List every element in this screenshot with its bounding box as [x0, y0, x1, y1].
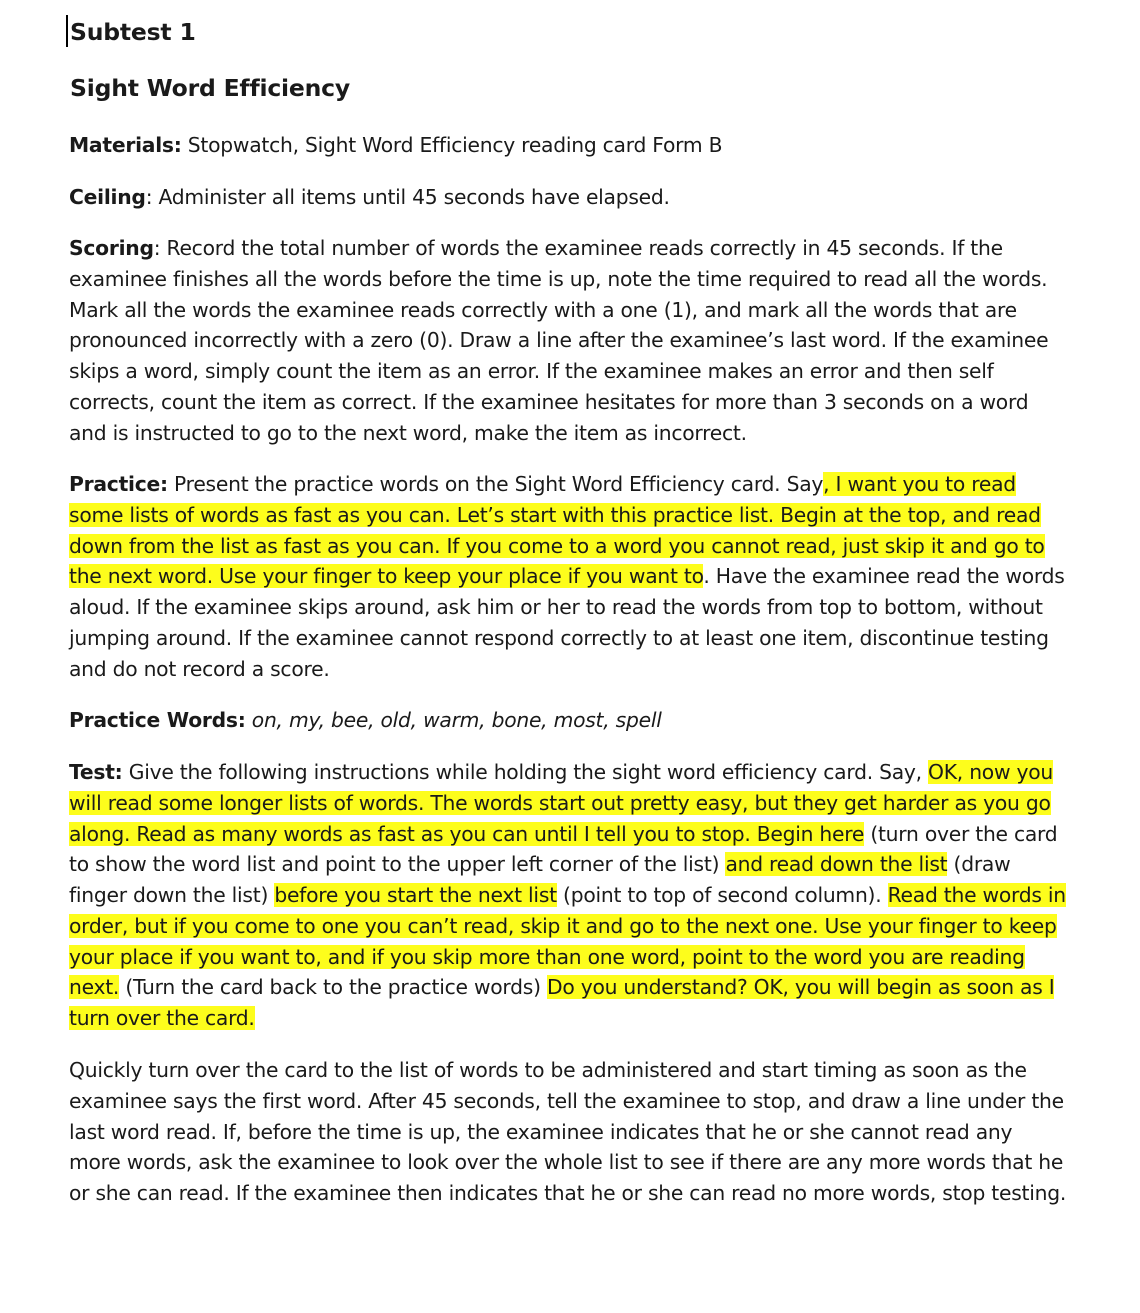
materials-label: Materials: — [69, 133, 182, 157]
scoring-paragraph — [69, 233, 1069, 448]
test-action-1: (turn over the card to show the word list and point to the upper left corner of the list) — [69, 821, 1058, 877]
test-label: Test: — [69, 760, 123, 784]
practice-words-list: on, my, bee, old, warm, bone, most, spell — [251, 708, 662, 732]
page-title: Sight Word Efficiency — [70, 74, 351, 102]
practice-script-highlight: , I want you to read some lists of words as fast as you can. Let’s start with this practice list. Begin at the top, and read down from the list as fast as you can. If you come to a word you cannot read, just skip it and go to the next word. Use your finger to keep your place if you want to — [69, 472, 1045, 589]
ceiling-text: : Administer all items until 45 seconds have elapsed. — [145, 185, 670, 209]
ceiling-paragraph — [69, 182, 1069, 213]
test-script-highlight-2: and read down the list — [725, 852, 948, 877]
test-script-highlight-4: Read the words in order, but if you come to one you can’t read, skip it and go to the next one. Use your finger to keep your place if you want to, and if you skip more than one word, point to the word you are reading next. — [69, 883, 1066, 1000]
materials-paragraph — [69, 130, 1069, 161]
practice-after: . Have the examinee read the words aloud. If the examinee skips around, ask him or her to read the words from top to bottom, without jumping around. If the examinee cannot respond correctly to at least one item, discontinue testing and do not record a score. — [69, 564, 1065, 681]
text-cursor — [66, 15, 68, 47]
test-action-3: (point to top of second column). — [556, 883, 888, 907]
scoring-text: : Record the total number of words the examinee reads correctly in 45 seconds. If the examinee finishes all the words before the time is up, note the time required to read all the words. Mark all the words the examinee reads correctly with a one (1), and mark all the words that are pronounced incorrectly with a zero (0). Draw a line after the examinee’s last word. If the examinee skips a word, simply count the item as an error. If the examinee makes an error and then self corrects, count the item as correct. If the examinee hesitates for more than 3 seconds on a word and is instructed to go to the next word, make the item as incorrect. — [69, 236, 1049, 445]
practice-words-paragraph — [69, 705, 1069, 736]
practice-paragraph — [69, 469, 1069, 684]
test-paragraph — [69, 757, 1069, 1034]
test-script-highlight-3: before you start the next list — [274, 883, 557, 907]
test-script-highlight-1: OK, now you will read some longer lists of words. The words start out pretty easy, but they get harder as you go along. Read as many words as fast as you can until I tell you to stop. Begin here — [69, 760, 1054, 846]
materials-text: Stopwatch, Sight Word Efficiency reading card Form B — [181, 133, 723, 157]
test-script-highlight-5: Do you understand? OK, you will begin as soon as I turn over the card. — [69, 975, 1055, 1030]
practice-intro: Present the practice words on the Sight Word Efficiency card. Say — [167, 472, 824, 496]
test-action-2: (draw finger down the list) — [69, 852, 1011, 907]
practice-label: Practice: — [69, 472, 168, 496]
ceiling-label: Ceiling — [69, 185, 146, 209]
final-paragraph: Quickly turn over the card to the list of words to be administered and start timing as soon as the examinee says the first word. After 45 seconds, tell the examinee to stop, and draw a line under the last word read. If, before the time is up, the examinee indicates that he or she cannot read any more words, ask the examinee to look over the whole list to see if there are any more words that he or she can read. If the examinee then indicates that he or she can read no more words, stop testing. — [69, 1058, 1067, 1205]
test-intro: Give the following instructions while holding the sight word efficiency card. Say, — [122, 760, 929, 784]
subtest-heading: Subtest 1 — [70, 18, 196, 46]
test-action-4: (Turn the card back to the practice words) — [119, 975, 547, 1000]
practice-words-label: Practice Words: — [69, 708, 246, 732]
scoring-label: Scoring — [69, 236, 154, 260]
